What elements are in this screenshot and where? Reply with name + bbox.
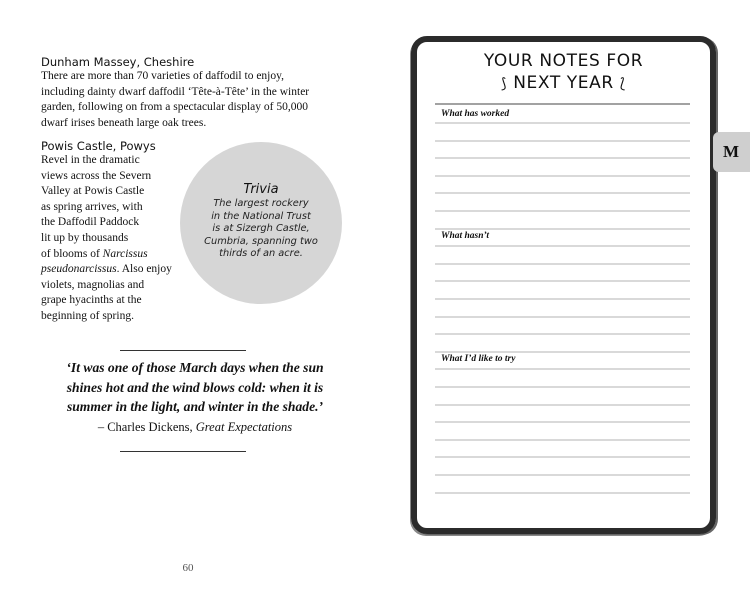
text-line: There are more than 70 varieties of daffodil to enjoy, bbox=[41, 70, 285, 82]
text-span: of blooms of bbox=[41, 247, 100, 260]
index-tab[interactable] bbox=[713, 132, 750, 172]
text-line: as spring arrives, with bbox=[41, 200, 143, 213]
quote-line: shines hot and the wind blows cold: when it is bbox=[66, 379, 324, 395]
text-line: Revel in the dramatic bbox=[41, 154, 140, 166]
notes-title-line-1: YOUR NOTES FOR bbox=[483, 51, 644, 71]
text-line: grape hyacinths at the bbox=[41, 294, 142, 307]
trivia-line: The largest rockery bbox=[213, 198, 309, 209]
species-name: pseudonarcissus bbox=[41, 263, 117, 276]
text-line: views across the Severn bbox=[41, 169, 152, 182]
entry-title-powis: Powis Castle, Powys bbox=[41, 139, 156, 153]
trivia-line: is at Sizergh Castle, bbox=[212, 223, 310, 235]
text-span: . Also enjoy bbox=[116, 263, 172, 276]
species-name: Narcissus bbox=[102, 247, 148, 260]
text-line: lit up by thousands bbox=[41, 231, 129, 244]
trivia-line: in the National Trust bbox=[211, 210, 311, 222]
section-label-hasnt: What hasn’t bbox=[441, 231, 489, 241]
trivia-line: Cumbria, spanning two bbox=[204, 235, 318, 247]
section-label-worked: What has worked bbox=[441, 109, 510, 119]
trivia-line: thirds of an acre. bbox=[219, 248, 303, 260]
text-line: garden, following on from a spectacular display of 50,000 bbox=[41, 101, 308, 114]
quote-line: summer in the light, and winter in the shade.’ bbox=[66, 399, 324, 414]
quote-work: Great Expectations bbox=[195, 420, 293, 434]
text-line: beginning of spring. bbox=[41, 309, 134, 322]
text-line: dwarf irises beneath large oak trees. bbox=[41, 116, 207, 129]
entry-title-dunham: Dunham Massey, Cheshire bbox=[41, 55, 195, 69]
swash-left-icon: ⟆ bbox=[501, 76, 508, 92]
text-line: the Daffodil Paddock bbox=[41, 216, 140, 229]
index-tab-letter: M bbox=[722, 142, 740, 161]
notes-title-text: NEXT YEAR bbox=[513, 73, 614, 93]
swash-right-icon: ⟅ bbox=[619, 76, 626, 92]
text-line: Valley at Powis Castle bbox=[41, 185, 145, 198]
page-number: 60 bbox=[182, 562, 194, 574]
quote-line: ‘It was one of those March days when the sun bbox=[66, 360, 324, 375]
trivia-title: Trivia bbox=[243, 182, 279, 197]
text-line: violets, magnolias and bbox=[41, 278, 145, 291]
section-label-try: What I’d like to try bbox=[441, 354, 516, 364]
quote-author: – Charles Dickens, bbox=[97, 420, 193, 434]
text-line: including dainty dwarf daffodil ‘Tête-à-Tête’ in the winter bbox=[41, 85, 310, 98]
